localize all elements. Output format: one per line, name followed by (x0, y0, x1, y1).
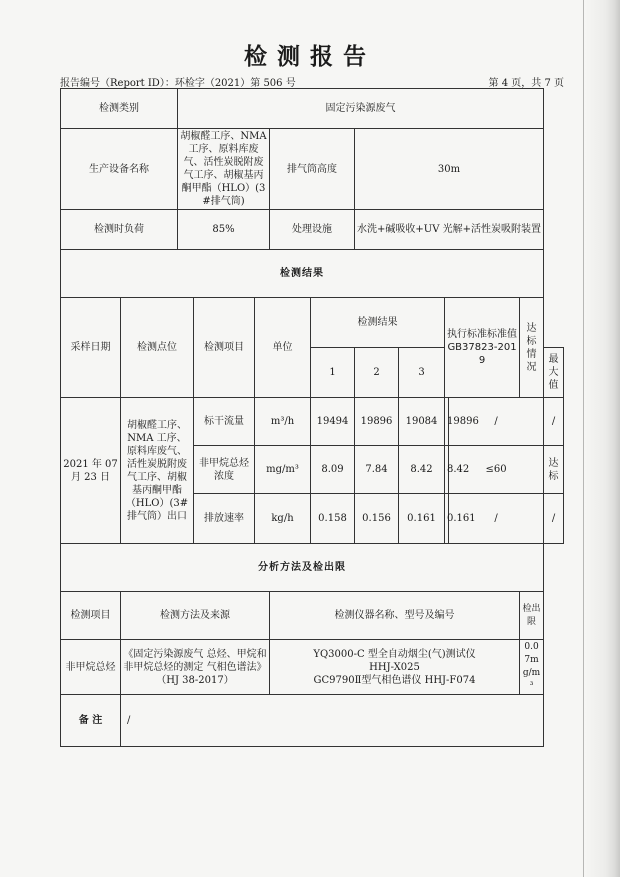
methods-instrument (270, 640, 520, 695)
row-compliance: / (544, 494, 564, 544)
table-row (61, 398, 564, 446)
row-unit: m³/h (255, 398, 311, 446)
page-info: 第 4 页，共 7 页 (488, 78, 564, 89)
methods-header-limit: 检出限 (520, 592, 544, 640)
remarks-label: 备 注 (61, 695, 121, 747)
report-meta (60, 74, 564, 88)
header-r1: 1 (311, 348, 355, 398)
header-unit: 单位 (255, 298, 311, 398)
instrument-line-3: GC9790Ⅱ型气相色谱仪 HHJ-F074 (313, 674, 476, 686)
methods-header-row (61, 592, 564, 640)
row-item: 排放速率 (194, 494, 255, 544)
row-r1: 8.09 (311, 446, 355, 494)
methods-section-row (61, 544, 564, 592)
header-date: 采样日期 (61, 298, 121, 398)
report-table (60, 88, 564, 747)
header-point: 检测点位 (121, 298, 194, 398)
instrument-line-1: YQ3000-C 型全自动烟尘(气)测试仪 (313, 648, 476, 660)
report-id: 报告编号（Report ID）：环检字（2021）第 506 号 (60, 78, 296, 89)
category-row (61, 89, 564, 129)
equipment-row (61, 129, 564, 210)
category-value: 固定污染源废气 (178, 89, 544, 129)
load-row (61, 210, 564, 250)
results-header-row-1 (61, 298, 564, 348)
methods-section-title: 分析方法及检出限 (61, 544, 544, 592)
instrument-line-2: HHJ-X025 (369, 661, 420, 673)
row-compliance: 达标 (544, 446, 564, 494)
equipment-value: 胡椒醛工序、NMA 工序、原料库废气、活性炭脱附废气工序、胡椒基丙酮甲酯（HLO）(3#排气筒) (178, 129, 270, 210)
methods-limit: 0.07mg/m³ (520, 640, 544, 695)
row-max: 19896 (445, 398, 449, 446)
load-value: 85% (178, 210, 270, 250)
row-r2: 7.84 (355, 446, 399, 494)
header-compliance: 达标情况 (520, 298, 544, 398)
sampling-date: 2021 年 07 月 23 日 (61, 398, 121, 544)
load-label: 检测时负荷 (61, 210, 178, 250)
row-r2: 0.156 (355, 494, 399, 544)
row-item: 非甲烷总烃浓度 (194, 446, 255, 494)
page-edge-shadow (584, 0, 620, 877)
results-section-title: 检测结果 (61, 250, 544, 298)
row-compliance: / (544, 398, 564, 446)
methods-header-method: 检测方法及来源 (121, 592, 270, 640)
row-standard: ≤60 (449, 446, 544, 494)
header-r3: 3 (399, 348, 445, 398)
row-item: 标干流量 (194, 398, 255, 446)
row-max: 0.161 (445, 494, 449, 544)
row-r2: 19896 (355, 398, 399, 446)
report-title: 检测报告 (244, 44, 376, 70)
row-standard: / (449, 398, 544, 446)
row-r3: 0.161 (399, 494, 445, 544)
row-unit: kg/h (255, 494, 311, 544)
row-r1: 19494 (311, 398, 355, 446)
methods-header-instrument: 检测仪器名称、型号及编号 (270, 592, 520, 640)
row-r1: 0.158 (311, 494, 355, 544)
equipment-label: 生产设备名称 (61, 129, 178, 210)
facility-label: 处理设施 (270, 210, 355, 250)
header-results: 检测结果 (311, 298, 445, 348)
remarks-value: / (121, 695, 544, 747)
methods-item: 非甲烷总烃 (61, 640, 121, 695)
row-unit: mg/m³ (255, 446, 311, 494)
header-r2: 2 (355, 348, 399, 398)
row-max: 8.42 (445, 446, 449, 494)
row-r3: 8.42 (399, 446, 445, 494)
stack-height-value: 30m (355, 129, 544, 210)
methods-row (61, 640, 564, 695)
remarks-row (61, 695, 564, 747)
page-fold-line (583, 0, 584, 877)
facility-value: 水洗+碱吸收+UV 光解+活性炭吸附装置 (355, 210, 544, 250)
results-section-row (61, 250, 564, 298)
header-item: 检测项目 (194, 298, 255, 398)
category-label: 检测类别 (61, 89, 178, 129)
header-standard: 执行标准标准值GB37823-2019 (445, 298, 520, 398)
row-standard: / (449, 494, 544, 544)
methods-method: 《固定污染源废气 总烃、甲烷和非甲烷总烃的测定 气相色谱法》（HJ 38-2017） (121, 640, 270, 695)
row-r3: 19084 (399, 398, 445, 446)
methods-header-item: 检测项目 (61, 592, 121, 640)
stack-height-label: 排气筒高度 (270, 129, 355, 210)
sampling-point: 胡椒醛工序、NMA 工序、原料库废气、活性炭脱附废气工序、胡椒基丙酮甲酯（HLO）(3#排气筒）出口 (121, 398, 194, 544)
header-max: 最大值 (544, 348, 564, 398)
